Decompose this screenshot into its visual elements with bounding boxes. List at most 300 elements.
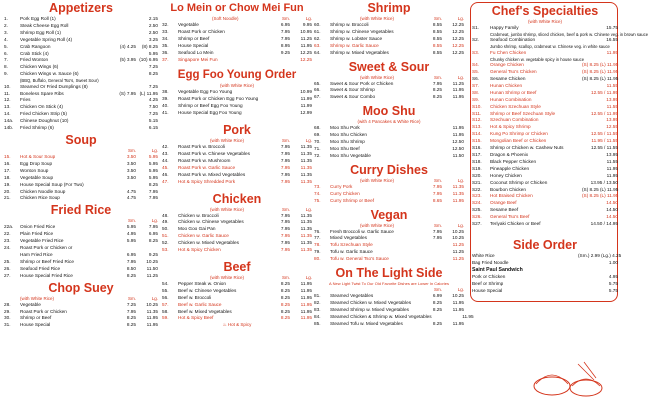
item-number: 63.: [314, 42, 321, 48]
item-number: 14b.: [4, 125, 14, 131]
menu-item: [4, 71, 158, 78]
menu-item: [4, 23, 158, 30]
item-price-large: 11.95: [452, 306, 464, 312]
menu-item: [314, 29, 464, 36]
item-price-small: 3.50: [126, 167, 136, 173]
menu-item: [314, 300, 464, 307]
item-name: Hunan Shrimp or Beef: [490, 89, 537, 95]
item-price-large: 13.95 / 13.50: [590, 179, 618, 185]
item-name: Sweet & Sour Pork or Chicken: [330, 80, 394, 86]
menu-item: [4, 84, 158, 91]
item-price-small: [270, 103, 290, 110]
item-price-large: 11.55: [606, 103, 618, 109]
menu-item: [472, 166, 618, 173]
item-number: [4, 252, 20, 259]
item-number: 64.: [314, 49, 321, 55]
item-number: 70.: [314, 139, 321, 145]
menu-item: [472, 260, 618, 267]
item-price-large: 11.95: [452, 132, 464, 138]
item-price-large: (S) 8.25 (L) 11.95: [582, 76, 619, 82]
item-price-small: 8.25: [280, 315, 290, 321]
menu-item: [472, 62, 618, 69]
menu-item: [4, 57, 158, 64]
egg-foo-young-sub: (with White Rice): [219, 83, 254, 89]
item-name: Crab Rangoon: [20, 43, 51, 49]
item-price-small: 3.50: [126, 160, 136, 166]
item-name: Sesame Beef: [490, 207, 519, 213]
item-name: Roast Pork w. Broccoli: [178, 144, 225, 150]
item-number: 56.: [162, 294, 169, 300]
item-number: 79.: [314, 249, 321, 255]
item-name: Chicken Noodle Soup: [20, 188, 66, 194]
item-price-large: 7.25: [148, 83, 158, 89]
menu-item: [472, 83, 618, 90]
item-price-small: [422, 146, 442, 153]
item-price-large: (S) 8.25 (L) 11.95: [582, 193, 619, 199]
item-name: Shrimp w. Lobster Sauce: [330, 35, 383, 41]
item-name: Tofu Szechuan Style: [330, 242, 373, 248]
chef-specialties-sub: (with White Rice): [527, 19, 562, 24]
item-price-large: 11.55: [606, 82, 618, 88]
item-number: 38.: [162, 89, 169, 95]
item-price-small: [116, 23, 136, 30]
item-name: Kung Po Shrimp or Chicken: [490, 131, 548, 137]
item-name: Steamed Chicken & Shrimp w. Mixed Vegetables: [330, 313, 432, 319]
menu-item: [162, 103, 312, 110]
item-name: Shrimp or Beef Fried Rice: [20, 258, 74, 264]
item-number: 20.: [4, 188, 11, 194]
item-number: 55.: [162, 287, 169, 293]
item-name: Steamed Tofu w. Mixed Vegetables: [330, 320, 403, 326]
item-price-large: 8.25: [148, 181, 158, 187]
menu-item: [4, 259, 158, 266]
item-name: Tofu w. Garlic Sauce: [330, 249, 373, 255]
item-price-large: 5.95: [148, 154, 158, 159]
item-price-large: 12.55 / 11.95: [590, 89, 618, 95]
item-number: 16.: [4, 160, 11, 166]
menu-item: [4, 16, 158, 23]
menu-item: [472, 145, 618, 152]
item-name: Beef w. Garlic Sauce: [178, 301, 222, 307]
item-price-large: 11.35: [300, 164, 312, 170]
item-number: S17.: [472, 152, 482, 157]
item-price-large: 11.95: [452, 94, 464, 100]
item-price-small: 7.95: [432, 190, 442, 196]
light-side-sub: A New Light Twist To Our Old Favorite Dishes are Lower In Calories: [329, 281, 449, 287]
item-price-small: 7.95: [432, 228, 442, 234]
menu-item: [4, 182, 158, 189]
menu-item: [314, 146, 464, 153]
item-number: 60.: [314, 22, 321, 27]
pork-title: Pork: [223, 123, 251, 138]
item-price-small: 8.50: [126, 265, 136, 271]
item-number: 61.: [314, 28, 321, 34]
item-number: S24.: [472, 200, 482, 206]
beef-title: Beef: [223, 259, 251, 274]
item-name: Roast Pork or Chicken: [20, 308, 67, 314]
item-price-small: 7.95: [280, 240, 290, 246]
item-number: 4.: [4, 36, 8, 42]
light-side-section: [314, 266, 474, 328]
item-number: 3.: [4, 29, 8, 35]
item-name: Mixed Vegetables: [330, 235, 368, 241]
item-name: Shrimp or Beef Szechuan Style: [490, 110, 556, 116]
item-price-large: 11.35: [300, 144, 312, 150]
item-number: 47.: [162, 178, 169, 184]
menu-item: [472, 193, 618, 200]
item-price-large: 11.95: [606, 165, 618, 171]
menu-item: [472, 117, 618, 124]
item-price-small: [116, 37, 136, 44]
item-number: 74.: [314, 190, 321, 196]
item-number: 12.: [4, 97, 11, 103]
item-price-large: 4.25: [148, 97, 158, 103]
item-price-large: 10.25: [146, 258, 158, 264]
side-order-title: Side Order: [513, 237, 577, 252]
item-price-small: 7.95: [280, 233, 290, 239]
curry-size-header: (with White Rice) Sm. Lg.: [360, 177, 464, 183]
sweet-sour-title: Sweet & Sour: [348, 59, 430, 74]
menu-item: [472, 159, 618, 166]
item-name: Seafood Combination: [490, 37, 536, 43]
item-name: Roast Pork or Chicken Egg Foo Young: [178, 96, 259, 102]
item-number: 49.: [162, 219, 169, 225]
item-price-small: 6.95: [280, 22, 290, 27]
item-price-small: 6.99: [432, 293, 442, 299]
item-price-large: 7.95: [148, 224, 158, 230]
item-price-large: 11.95: [300, 42, 312, 48]
item-price-small: 5.95: [126, 224, 136, 230]
item-price-small: [116, 51, 136, 58]
moo-shu-section: [314, 104, 464, 160]
item-name: Hot Braised Chicken: [490, 193, 533, 199]
item-price-small: 7.95: [280, 226, 290, 232]
item-name: Chicken w. Broccoli: [178, 212, 219, 218]
item-number: 53.: [162, 247, 169, 253]
item-price-small: 8.25: [126, 272, 136, 278]
item-number: S13.: [472, 124, 482, 130]
item-price-small: [116, 97, 136, 104]
item-price-large: 8.25: [148, 71, 158, 77]
item-number: S1.: [472, 25, 480, 30]
sweet-sour-section: [314, 60, 464, 102]
menu-item: [314, 242, 464, 249]
item-price-large: 11.95: [452, 125, 464, 131]
item-name: Pork Egg Roll (1): [20, 16, 56, 21]
item-number: 26.: [4, 265, 11, 271]
item-number: 57.: [162, 301, 169, 307]
item-number: 17.: [4, 167, 11, 173]
item-number: 45.: [162, 164, 169, 170]
item-name: Chicken Szechuan Style: [490, 103, 541, 109]
item-price-large: 12.99: [300, 110, 312, 116]
menu-item: [162, 315, 312, 322]
item-number: 1.: [4, 16, 8, 21]
menu-item: [314, 132, 464, 139]
item-name: Steamed Or Fried Dumplings (8): [20, 83, 88, 89]
item-name: Hot & Spicy Chicken: [178, 247, 221, 253]
menu-item: [314, 36, 464, 43]
item-name: Hot & Spicy Shredded Pork: [178, 178, 236, 184]
curry-title: Curry Dishes: [350, 162, 428, 177]
item-price-large: (S) 8.25 (L) 11.95: [582, 69, 619, 75]
item-price-large: 13.95: [606, 96, 618, 102]
item-name: Hot & Spicy Beef: [178, 315, 214, 321]
item-price-small: 7.95: [280, 164, 290, 170]
item-number: 82.: [314, 299, 321, 305]
item-number: S10.: [472, 103, 482, 109]
item-number: 46.: [162, 171, 169, 177]
item-price-large: 12.50: [452, 139, 464, 145]
item-name: House Special: [472, 287, 503, 293]
item-price-small: 8.25: [126, 315, 136, 321]
menu-item: [4, 125, 158, 132]
egg-foo-young-title: Egg Foo Young Order: [177, 69, 297, 82]
menu-item: [162, 240, 312, 247]
item-price-large: (10) 6.95: [139, 57, 158, 63]
item-name: Beef w. Mixed Vegetables: [178, 308, 232, 314]
menu-item: [162, 57, 312, 64]
item-number: 76.: [314, 228, 321, 234]
item-price-large: 11.95: [300, 315, 312, 321]
item-price-large: 16.55: [606, 37, 618, 43]
menu-item: [162, 36, 312, 43]
menu-item: [314, 191, 464, 198]
menu-item: [472, 252, 622, 260]
item-price-large: 11.95: [146, 322, 158, 328]
item-number: 65.: [314, 80, 321, 86]
menu-item: [4, 64, 158, 71]
item-number: S20.: [472, 172, 482, 178]
item-price-small: 4.75: [126, 195, 136, 201]
item-price-large: 6.15: [148, 125, 158, 131]
menu-item: [314, 321, 464, 328]
menu-item: [4, 154, 158, 161]
item-price-small: 7.95: [126, 308, 136, 314]
item-price-small: [422, 256, 442, 263]
chicken-title: Chicken: [212, 191, 262, 206]
item-price-large: 8.25: [148, 238, 158, 244]
item-name: Chicken Rice Soup: [20, 195, 60, 201]
pork-size-header: (with White Rice) Sm. Lg.: [210, 138, 312, 144]
item-price-small: 8.25: [280, 301, 290, 307]
item-price-small: [422, 132, 442, 139]
item-price-large: 11.35: [300, 219, 312, 225]
item-name: Seafood Fried Rice: [20, 265, 61, 271]
item-price-large: 9.25: [148, 251, 158, 257]
item-price-small: 7.95: [432, 183, 442, 189]
item-price-small: 8.55: [432, 49, 442, 55]
item-name: Egg Drop Soup: [20, 160, 53, 166]
menu-item: [472, 221, 618, 228]
item-name: House Special Fried Rice: [20, 272, 73, 278]
item-name: House Special: [178, 42, 209, 48]
item-price-small: 7.95: [280, 219, 290, 225]
item-name: Roast Pork w. Garlic Sauce: [178, 164, 236, 170]
menu-item: [472, 76, 618, 83]
item-price-small: [422, 242, 442, 249]
menu-item: [472, 104, 618, 111]
menu-item: [162, 165, 312, 172]
item-name: Beef or Shrimp: [472, 280, 504, 286]
item-number: S18.: [472, 158, 482, 164]
item-price-large: 12.55 / 11.55: [590, 145, 618, 151]
item-price-large: 11.99: [300, 96, 312, 102]
item-number: 6.: [4, 50, 8, 56]
item-name: Coconut Shrimp or Chicken: [490, 179, 548, 185]
item-name: Curry Chicken: [330, 190, 360, 196]
item-name: Chicken Wings w. Sauce (6): [20, 71, 79, 77]
item-number: 22.: [4, 231, 11, 237]
item-price-large: 12.25: [300, 49, 312, 55]
item-number: 73.: [314, 183, 321, 189]
item-number: 84.: [314, 313, 321, 319]
beef-section: [162, 260, 312, 328]
fried-rice-title: Fried Rice: [50, 203, 112, 218]
item-price-small: [116, 71, 136, 78]
item-name: Hunan Combination: [490, 96, 532, 102]
menu-item: [472, 50, 618, 57]
item-number: 18.: [4, 174, 11, 180]
item-number: 40.: [162, 103, 169, 109]
item-price-large: 12.55 / 11.55: [590, 131, 618, 137]
shrimp-title: Shrimp: [367, 1, 411, 15]
item-price-large: 11.95: [300, 280, 312, 286]
item-price-small: [270, 89, 290, 96]
item-number: 32.: [162, 22, 169, 27]
item-price-small: 8.25: [432, 306, 442, 312]
item-number: 42.: [162, 144, 169, 150]
item-number: S23.: [472, 193, 482, 199]
item-price-large: 11.95: [606, 49, 618, 55]
curry-section: [314, 163, 464, 205]
item-number: 23.: [4, 238, 11, 244]
item-number: 19.: [4, 181, 11, 187]
item-price-large: 11.95: [300, 301, 312, 307]
item-price-small: [422, 125, 442, 132]
item-price-small: 8.55: [432, 28, 442, 34]
item-price-large: 10.25: [452, 235, 464, 241]
menu-item: [4, 273, 158, 280]
item-price-small: 7.95: [280, 157, 290, 163]
fried-rice-size-header: Sm. Lg.: [127, 218, 158, 224]
item-name: Vegetable Soup: [20, 174, 54, 180]
item-number: 54.: [162, 280, 169, 286]
item-price-small: 5.95: [126, 238, 136, 244]
item-number: S2.: [472, 37, 480, 43]
chop-suey-size-header: (with White Rice) Sm. Lg.: [20, 295, 158, 301]
item-price-large: 13.95: [606, 117, 618, 123]
item-price-large: 2.15: [148, 16, 158, 21]
item-name: Wonton Soup: [20, 167, 49, 173]
item-price-large: 11.35: [300, 226, 312, 232]
item-price-small: [116, 125, 136, 132]
item-price-small: [116, 16, 136, 23]
item-number: S7.: [472, 82, 480, 88]
menu-item: [4, 104, 158, 111]
lo-mein-size-header: (Soft Noodle) Sm. Lg.: [212, 16, 312, 21]
menu-item: [162, 219, 312, 226]
item-number: 69.: [314, 132, 321, 138]
menu-item: [4, 118, 158, 125]
vegan-title: Vegan: [370, 207, 408, 222]
item-price-small: [116, 30, 136, 37]
item-name: Roast Pork or Chicken: [178, 28, 225, 34]
menu-item: [314, 87, 464, 94]
item-number: 52.: [162, 240, 169, 246]
chef-specialties-title: Chef's Specialties: [491, 4, 599, 18]
menu-item: [472, 207, 618, 214]
item-number: 48.: [162, 212, 169, 218]
item-name: Sweet & Sour Combo: [330, 94, 376, 100]
item-price-large: 10.95: [300, 28, 312, 34]
item-name: Shrimp Egg Roll (1): [20, 29, 61, 35]
menu-item: [472, 200, 618, 207]
menu-item: [4, 91, 158, 98]
item-name: Fresh Broccoli w. Garlic Sauce: [330, 228, 394, 234]
menu-item: [472, 187, 618, 194]
menu-item: [4, 161, 158, 168]
beef-size-header: (with White Rice) Sm. Lg.: [210, 274, 312, 280]
item-name: Steamed Shrimp w. Mixed Vegetables: [330, 306, 409, 312]
lo-mein-section: [162, 1, 312, 63]
menu-item: [314, 153, 464, 160]
item-price-large: 14.50: [606, 200, 618, 206]
item-number: S27.: [472, 221, 482, 227]
pork-section: [162, 123, 312, 185]
menu-item: [4, 37, 158, 44]
item-price-small: [116, 64, 136, 71]
item-name: Shrimp w. Chinese Vegetables: [330, 28, 394, 34]
item-price-small: 8.25: [280, 287, 290, 293]
item-price-small: 6.95: [126, 251, 136, 257]
menu-item: [4, 168, 158, 175]
item-price-small: 7.95: [126, 258, 136, 264]
item-name: Pork or Chicken: [472, 273, 506, 279]
menu-item: [472, 90, 618, 97]
item-number: S21.: [472, 179, 482, 185]
item-name: White Rice: [472, 252, 495, 258]
item-number: 71.: [314, 145, 321, 151]
menu-item: [472, 69, 618, 76]
item-name: Tofu w. General Tso's Sauce: [330, 256, 389, 262]
item-number: 59.: [162, 315, 169, 321]
item-name: General Tso's Beef: [490, 214, 530, 220]
item-price-large: [136, 245, 158, 252]
menu-item: [4, 44, 158, 51]
menu-item: [162, 43, 312, 50]
menu-item: [4, 231, 158, 238]
item-number: 27.: [4, 272, 11, 278]
item-number: 14a.: [4, 118, 14, 124]
item-name: Shrimp or Beef: [20, 315, 52, 321]
item-price-small: [116, 118, 136, 125]
item-name: Shrimp w. Mixed Vegetables: [330, 49, 389, 55]
item-number: S16.: [472, 145, 482, 151]
menu-item: [472, 111, 618, 118]
moo-shu-title: Moo Shu: [362, 104, 416, 119]
item-price-small: 8.55: [432, 22, 442, 27]
item-price-small: 8.25: [280, 294, 290, 300]
item-number: 24.: [4, 245, 11, 251]
menu-item: [472, 274, 618, 281]
menu-item: [4, 309, 158, 316]
dish-description: Crabmeat, jumbo shrimp, sliced chicken, beef & pork w. Chinese veg. in brown sauce: [490, 31, 648, 37]
item-number: 34.: [162, 35, 169, 41]
item-number: 80.: [314, 256, 321, 262]
item-price-large: 7.50: [148, 104, 158, 110]
item-name: Chicken On Stick (4): [20, 104, 63, 110]
